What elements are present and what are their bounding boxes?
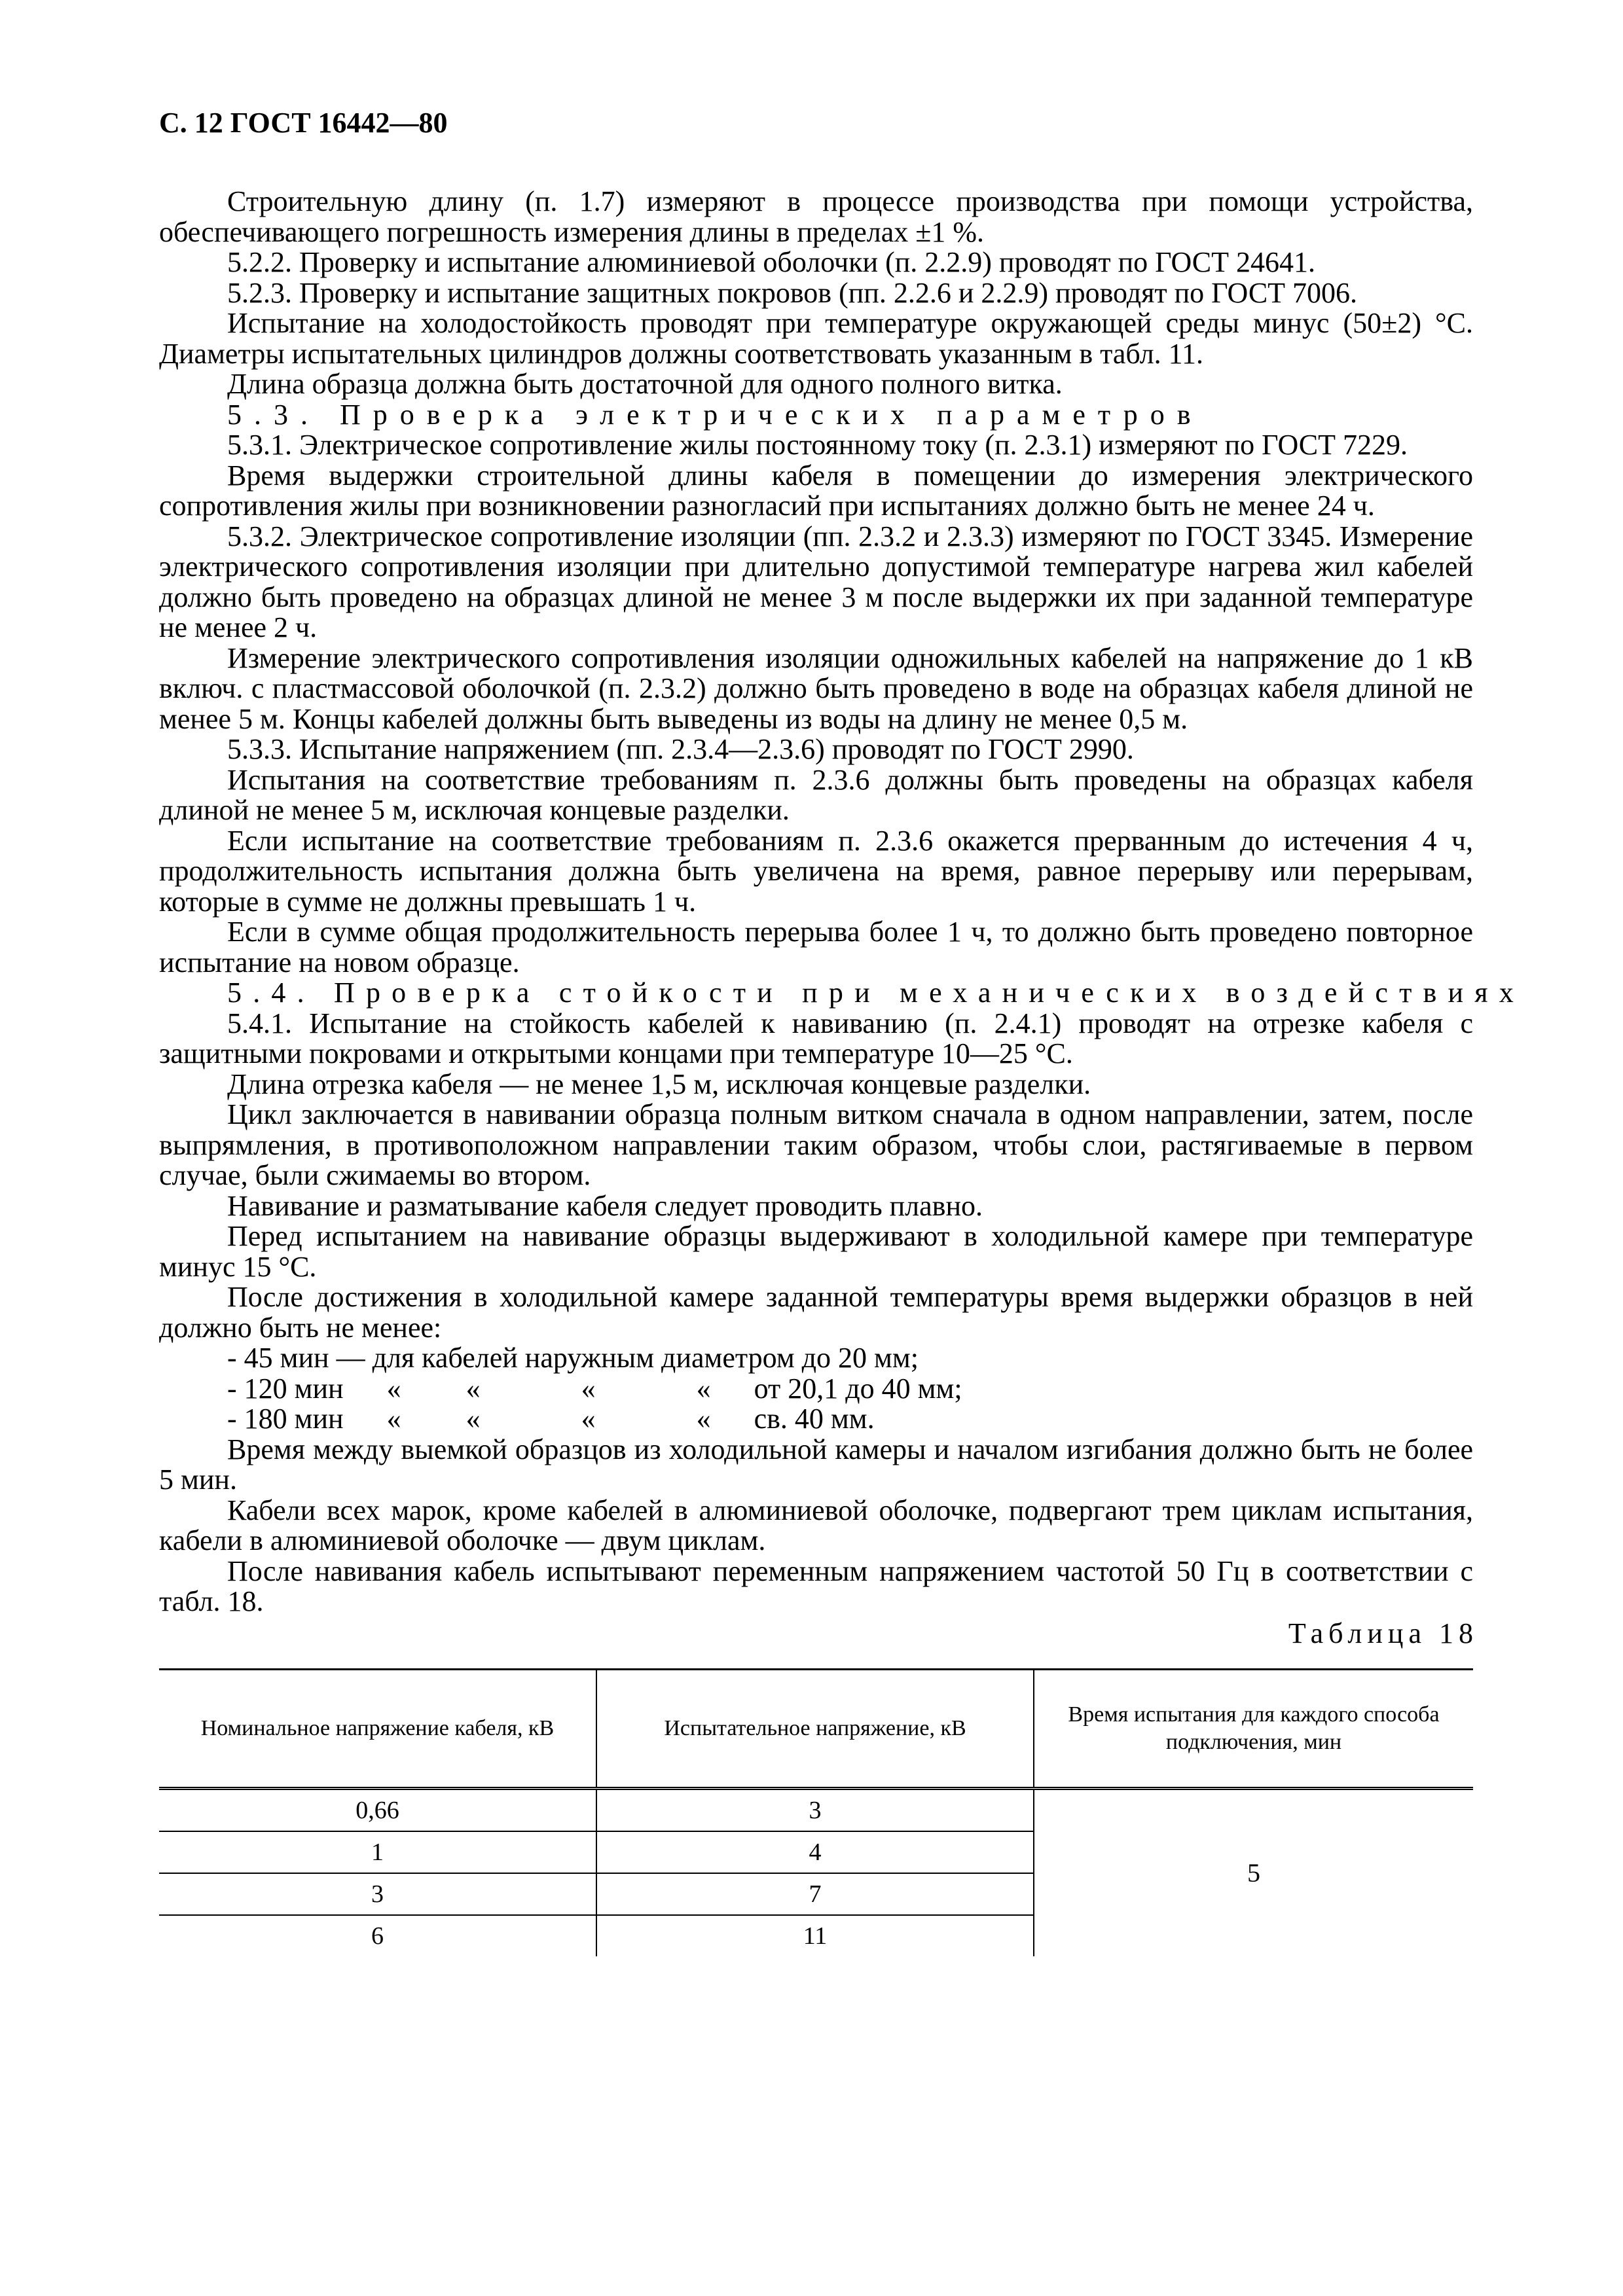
table-header-row [159,1670,1473,1789]
paragraph: Навивание и разматывание кабеля следует проводить плавно. [227,1189,983,1222]
paragraph: Время между выемкой образцов из холодильной камеры и началом изгибания должно быть не более 5 мин. [159,1433,1473,1496]
paragraph: Испытание на холодостойкость проводят при температуре окружающей среды минус (50±2) °С. Диаметры испытательных цилиндров должны соответствовать указанным в табл. 11. [159,307,1473,370]
table-cell: 4 [596,1831,1034,1873]
paragraph: Перед испытанием на навивание образцы выдерживают в холодильной камере при температуре минус 15 °С. [159,1220,1473,1283]
column-header: Номинальное напряжение кабеля, кВ [159,1670,596,1789]
paragraph: Измерение электрического сопротивления изоляции одножильных кабелей на напряжение до 1 кВ включ. с пластмассовой оболочкой (п. 2.3.2) должно быть проведено в воде на образцах кабеля длиной не менее 5 м. Концы кабелей должны быть выведены из воды на длину не менее 0,5 м. [159,641,1473,735]
column-header: Время испытания для каждого способа подключения, мин [1034,1670,1473,1789]
paragraph: 5.3.3. Испытание напряжением (пп. 2.3.4—2.3.6) проводят по ГОСТ 2990. [227,733,1134,765]
table-cell-merged: 5 [1034,1789,1473,1957]
paragraph: Если испытание на соответствие требованиям п. 2.3.6 окажется прерванным до истечения 4 ч, продолжительность испытания должна быть увеличена на время, равное перерыву или перерывам, которые в сумме не должны превышать 1 ч. [159,824,1473,918]
table-cell: 1 [159,1831,596,1873]
table-caption: Таблица 18 [1288,1617,1478,1649]
data-table [159,1668,1473,1956]
column-header: Испытательное напряжение, кВ [596,1670,1034,1789]
paragraph: Если в сумме общая продолжительность перерыва более 1 ч, то должно быть проведено повторное испытание на новом образце. [159,916,1473,978]
paragraph: Цикл заключается в навивании образца полным витком сначала в одном направлении, затем, после выпрямления, в противоположном направлении таким образом, чтобы слои, растягиваемые в первом случае, были сжимаемы во втором. [159,1098,1473,1191]
list-item: - 120 мин « « « « от 20,1 до 40 мм; [227,1372,962,1405]
paragraph: После навивания кабель испытывают переменным напряжением частотой 50 Гц в соответствии с табл. 18. [159,1554,1473,1617]
table-row [159,1789,1473,1832]
table-cell: 3 [596,1789,1034,1832]
paragraph: 5.2.2. Проверку и испытание алюминиевой оболочки (п. 2.2.9) проводят по ГОСТ 24641. [227,246,1315,278]
section-heading: 5.3. Проверка электрических параметров [227,398,1203,431]
paragraph: 5.3.2. Электрическое сопротивление изоляции (пп. 2.3.2 и 2.3.3) измеряют по ГОСТ 3345. Измерение электрического сопротивления изоляции при длительно допустимой температуре нагрева жил кабелей должно быть проведено на образцах длиной не менее 3 м после выдержки их при заданной температуре не менее 2 ч. [159,520,1473,643]
document-body [159,185,1525,1956]
table-cell: 6 [159,1915,596,1956]
paragraph: Длина образца должна быть достаточной для одного полного витка. [227,368,1063,400]
paragraph: Кабели всех марок, кроме кабелей в алюминиевой оболочке, подвергают трем циклам испытания, кабели в алюминиевой оболочке — двум циклам. [159,1494,1473,1556]
table-cell: 3 [159,1873,596,1915]
paragraph: Длина отрезка кабеля — не менее 1,5 м, исключая концевые разделки. [227,1067,1091,1100]
list-item: - 180 мин « « « « св. 40 мм. [227,1403,875,1435]
paragraph: Испытания на соответствие требованиям п. 2.3.6 должны быть проведены на образцах кабеля длиной не менее 5 м, исключая концевые разделки. [159,763,1473,826]
list-item: - 45 мин — для кабелей наружным диаметром до 20 мм; [227,1342,919,1374]
paragraph: 5.3.1. Электрическое сопротивление жилы постоянному току (п. 2.3.1) измеряют по ГОСТ 7229. [227,429,1408,461]
paragraph: Строительную длину (п. 1.7) измеряют в процессе производства при помощи устройства, обеспечивающего погрешность измерения длины в пределах ±1 %. [159,185,1473,248]
paragraph: 5.2.3. Проверку и испытание защитных покровов (пп. 2.2.6 и 2.2.9) проводят по ГОСТ 7006. [227,276,1358,309]
table-cell: 11 [596,1915,1034,1956]
paragraph: Время выдержки строительной длины кабеля в помещении до измерения электрического сопротивления жилы при возникновении разногласий при испытаниях должно быть не менее 24 ч. [159,459,1473,522]
section-heading: 5.4. Проверка стойкости при механических воздействиях [227,977,1525,1009]
table-cell: 0,66 [356,1796,399,1824]
page-header: С. 12 ГОСТ 16442—80 [159,107,448,139]
paragraph: 5.4.1. Испытание на стойкость кабелей к навиванию (п. 2.4.1) проводят на отрезке кабеля с защитными покровами и открытыми концами при температуре 10—25 °С. [159,1007,1473,1069]
paragraph: После достижения в холодильной камере заданной температуры время выдержки образцов в ней должно быть не менее: [159,1281,1473,1344]
table-cell: 7 [596,1873,1034,1915]
